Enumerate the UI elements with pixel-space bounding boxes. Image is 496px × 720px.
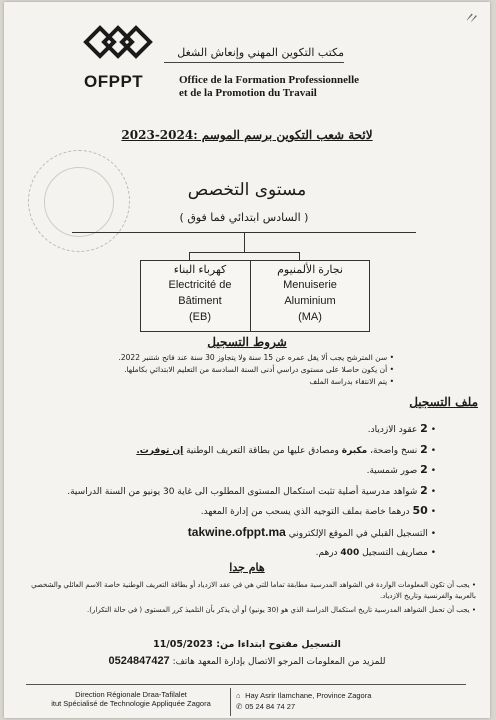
contact-text: للمزيد من المعلومات المرجو الاتصال بإدارة المعهد هاتف: [172,657,386,667]
website-link[interactable]: takwine.ofppt.ma [187,524,286,539]
phone-icon: ✆ [236,702,243,711]
condition-text: أن يكون حاصلا على مستوى دراسي أدنى السنة السادسة من التعليم الابتدائي بكاملها. [124,365,388,374]
item-count: 2 [420,483,428,497]
list-item: • 2 نسخ واضحة، مكبرة ومصادق عليها من بطاقة التعريف الوطنية إن توفرت. [136,442,436,456]
location-icon: ⌂ [236,691,241,700]
specialty-box-eb [140,260,260,332]
specialty-name-fr-1: Electricité de [168,279,232,291]
org-name-french-line-2: et de la Promotion du Travail [179,87,317,99]
specialty-name-ar: كهرباء البناء [173,264,227,276]
list-item: • سن المترشح يجب ألا يقل عمره عن 15 سنة ولا يتجاوز 30 سنة عند فاتح شتنبر 2022. [118,353,394,362]
footer-institution [36,690,226,708]
specialty-name-ar: نجارة الألمنيوم [277,264,343,276]
header-divider [164,62,344,63]
item-underline: إن توفرت. [136,445,184,456]
tree-connector [299,252,300,260]
condition-text: يتم الانتقاء بدراسة الملف [309,377,388,386]
specialty-abbr: (MA) [298,311,322,323]
list-item: • يجب أن تكون المعلومات الواردة في الشواهد المدرسية مطابقة تماما للتي هي في عقد الازدياد أو بطاقة التعريف الوطنية خاصة الاسم العائلي والشخصي بالعربية والفرنسية وتاريخ الازدياد. [31,581,476,600]
item-text: صور شمسية. [366,466,418,476]
list-item: • التسجيل القبلي في الموقع الإلكتروني takwine.ofppt.ma [187,524,436,539]
important-text: يجب أن تكون المعلومات الواردة في الشواهد المدرسية مطابقة تماما للتي هي في عقد الازدياد أو بطاقة التعريف الوطنية خاصة الاسم العائلي والشخصي بالعربية والفرنسية وتاريخ الازدياد. [31,581,476,600]
specialty-name-fr-1: Menuiserie [283,279,337,291]
tree-connector [189,252,299,253]
footer-contact [236,690,371,712]
list-item: • أن يكون حاصلا على مستوى دراسي أدنى السنة السادسة من التعليم الابتدائي بكاملها. [124,365,394,374]
important-list [16,580,476,619]
footer-institute: itut Spécialisé de Technologie Appliquée Zagora [51,699,211,708]
file-title: ملف التسجيل [409,395,478,409]
tree-connector [244,232,245,252]
footer-direction: Direction Régionale Draa-Tafilalet [75,690,187,699]
corner-mark: 〃 [460,6,483,31]
logo-text: OFPPT [84,72,144,91]
list-item: • يجب أن تحمل الشواهد المدرسية تاريخ استكمال الدراسة الذي هو (30 يونيو) أو أن يذكر بأن التلميذ كرر المستوى ( في حالة التكرار). [87,606,476,614]
level-subtitle: ( السادس ابتدائي فما فوق ) [179,211,309,224]
specialty-abbr: (EB) [189,311,211,323]
footer-separator [230,688,231,716]
footer-address: Hay Asrir Ilamchane, Province Zagora [245,691,372,700]
file-list [16,423,436,567]
list-title: لائحة شعب التكوين برسم الموسم :2024-2023 [121,128,373,142]
important-title: هام جدا [229,561,265,574]
list-item: • 2 شواهد مدرسية أصلية تثبت استكمال المستوى المطلوب الى غاية 30 يونيو من السنة الدراسية. [67,483,436,497]
list-item: • 2 عقود الازدياد. [367,422,436,435]
specialty-name-fr-2: Aluminium [284,295,336,307]
item-text: مصاريف التسجيل [362,548,428,558]
item-count: 2 [420,463,428,476]
important-text: يجب أن تحمل الشواهد المدرسية تاريخ استكمال الدراسة الذي هو (30 يونيو) أو أن يذكر بأن التلميذ كرر المستوى ( في حالة التكرار). [87,606,470,614]
footer-phone: 05 24 84 74 27 [245,702,296,711]
conditions-list [34,352,394,388]
item-count: 50 [412,504,428,517]
registration-open-date: التسجيل مفتوح ابتداءا من: 11/05/2023 [153,639,341,650]
org-name-french-line-1: Office de la Formation Professionnelle [179,74,360,86]
faded-stamp-inner [44,167,114,237]
conditions-title: شروط التسجيل [207,335,287,349]
item-text: درهما خاصة بملف التوجيه الذي يسحب من إدارة المعهد. [200,507,410,517]
document-page [4,2,490,718]
specialty-name-fr-2: Bâtiment [178,295,222,307]
level-title: مستوى التخصص [187,180,307,200]
org-name-french [179,74,359,100]
contact-phone: 0524847427 [108,655,170,667]
tree-connector [189,252,190,260]
contact-line [4,655,490,667]
specialty-box-ma [250,260,370,332]
list-item: • 50 درهما خاصة بملف التوجيه الذي يسحب من إدارة المعهد. [200,504,436,517]
item-count: 2 [420,422,428,435]
item-text: ومصادق عليها من بطاقة التعريف الوطنية [186,445,339,456]
list-item: • مصاريف التسجيل 400 درهم. [315,548,436,558]
item-text: التسجيل القبلي في الموقع الإلكتروني [288,528,428,539]
item-text: شواهد مدرسية أصلية تثبت استكمال المستوى المطلوب الى غاية 30 يونيو من السنة الدراسية. [67,486,418,497]
org-name-arabic: مكتب التكوين المهني وإنعاش الشغل [177,46,344,59]
footer-divider [26,684,466,685]
item-text: درهم. [315,548,338,558]
ofppt-logo-icon [82,22,154,62]
list-item: • يتم الانتقاء بدراسة الملف [309,377,394,386]
item-text: نسخ واضحة، [370,445,418,456]
item-bold: مكبرة [341,445,368,456]
list-item: • 2 صور شمسية. [366,463,436,476]
item-count: 2 [420,442,428,456]
condition-text: سن المترشح يجب ألا يقل عمره عن 15 سنة ولا يتجاوز 30 سنة عند فاتح شتنبر 2022. [118,353,388,362]
item-bold: 400 [340,548,360,558]
item-text: عقود الازدياد. [367,425,418,435]
